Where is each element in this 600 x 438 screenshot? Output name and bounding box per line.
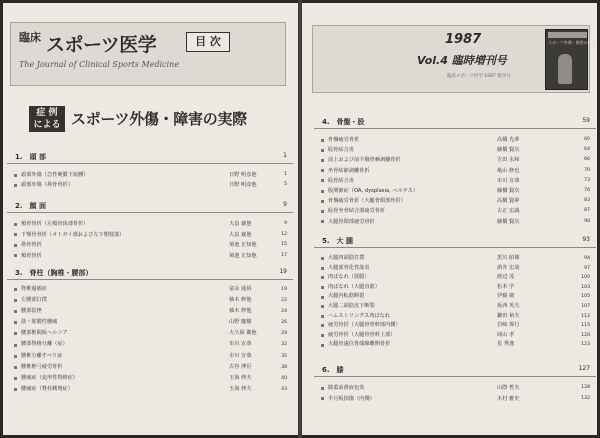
bullet-icon xyxy=(14,244,17,247)
section-title: 3. 脊柱（胸椎・腰部） xyxy=(15,269,93,277)
bullet-icon xyxy=(321,139,324,142)
bullet-icon xyxy=(14,223,17,226)
entry-author: 大久保 衞他 xyxy=(229,330,257,337)
entry-author: 市川 宣恭 xyxy=(497,177,520,184)
entry-title: 恥骨結合炎 xyxy=(328,177,354,184)
entry-title: 肉ばなれ（大腿直筋） xyxy=(328,283,380,290)
entry-page: 17 xyxy=(281,252,287,258)
toc-entry xyxy=(7,328,293,339)
toc-entry xyxy=(7,240,293,251)
entry-author: 鎌田 裕夫 xyxy=(497,312,520,319)
entry-page: 83 xyxy=(584,198,590,204)
entry-title: 膝蓋前滑液包炎 xyxy=(328,385,365,391)
section-page: 9 xyxy=(283,201,287,208)
toc-entry xyxy=(314,394,596,405)
toc-section xyxy=(7,198,293,261)
entry-author: 岡山 孝 xyxy=(497,331,515,338)
section-heading xyxy=(7,198,293,213)
section-title: 6. 膝 xyxy=(322,366,344,374)
issue-note: 臨床スポーツ医学 1987 増刊号 xyxy=(447,74,511,79)
journal-header xyxy=(10,22,286,86)
entry-author: 日野 明彦他 xyxy=(229,172,257,178)
entry-author: 山野 慶樹 xyxy=(229,319,252,326)
entry-page: 22 xyxy=(281,298,287,304)
bullet-icon xyxy=(14,233,17,236)
toc-entry xyxy=(7,373,293,384)
entry-author: 玉海 伸夫 xyxy=(229,374,252,381)
bullet-icon xyxy=(321,315,324,318)
feature-banner xyxy=(29,106,293,132)
bullet-icon xyxy=(321,344,324,347)
toc-entry xyxy=(7,251,293,262)
entry-list xyxy=(314,248,596,350)
entry-author: 亀山 修也 xyxy=(497,167,520,174)
entry-title: 筋・筋膜性腰痛 xyxy=(21,319,58,326)
entry-page: 115 xyxy=(581,323,590,329)
toc-entry xyxy=(314,186,596,196)
bullet-icon xyxy=(321,286,324,289)
entry-title: 腰椎分離すべり症 xyxy=(21,352,63,359)
entry-author: 大畠 襄他 xyxy=(229,221,252,227)
bullet-icon xyxy=(14,377,17,380)
entry-author: 古谷 博臣 xyxy=(229,363,252,370)
section-title: 5. 大 腿 xyxy=(322,237,353,245)
toc-entry xyxy=(7,295,293,306)
entry-page: 97 xyxy=(584,265,590,271)
bullet-icon xyxy=(14,366,17,369)
entry-title: 腰部捻挫 xyxy=(21,308,42,315)
entry-page: 40 xyxy=(281,375,287,381)
entry-page: 100 xyxy=(581,275,590,281)
entry-page: 19 xyxy=(281,287,287,292)
right-page xyxy=(302,3,597,435)
entry-author: 黒川 昭雄 xyxy=(497,255,520,261)
entry-author: 山際 哲夫 xyxy=(497,385,520,391)
bullet-icon xyxy=(14,174,17,177)
entry-page: 105 xyxy=(581,294,590,300)
entry-author: 酒井 宏哉 xyxy=(497,264,520,271)
toc-entry xyxy=(314,321,596,331)
entry-author: 星 秀逸 xyxy=(497,341,515,348)
entry-page: 32 xyxy=(281,342,287,348)
bullet-icon xyxy=(14,388,17,391)
entry-title: 腰部椎間板ヘルニア xyxy=(21,330,68,337)
entry-page: 1 xyxy=(284,172,287,177)
entry-author: 藤橋 賢次 xyxy=(497,218,520,225)
toc-entry xyxy=(7,306,293,317)
bullet-icon xyxy=(321,324,324,327)
feature-tag-line2: による xyxy=(33,120,61,130)
section-heading xyxy=(314,114,596,129)
toc-entry xyxy=(314,331,596,341)
entry-page: 94 xyxy=(584,256,590,261)
toc-entry xyxy=(314,196,596,206)
entry-title: 肉ばなれ（筋膜） xyxy=(328,274,370,281)
entry-author: 富永 通裕 xyxy=(229,286,252,292)
journal-title: スポーツ医学 xyxy=(46,34,157,56)
entry-author: 坂西 英夫 xyxy=(497,302,520,309)
entry-page: 15 xyxy=(281,242,287,247)
bullet-icon xyxy=(321,159,324,162)
entry-title: 下顎骨骨折（オトガイ部および左下顎枝部） xyxy=(21,231,125,238)
entry-title: 股関節症（OA, dysplasia, ペルテス） xyxy=(328,187,419,194)
entry-title: 頬骨骨折（左頬骨体部骨折） xyxy=(21,221,89,227)
toc-entry xyxy=(314,383,596,394)
bullet-icon xyxy=(14,332,17,335)
toc-entry xyxy=(7,219,293,230)
entry-title: 骨盤疲労骨折 xyxy=(328,137,360,143)
toc-entry xyxy=(314,166,596,176)
entry-page: 60 xyxy=(584,137,590,142)
volume-number: Vol.4 xyxy=(417,54,448,67)
entry-author: 菊池 正知他 xyxy=(229,242,257,248)
toc-entry xyxy=(314,254,596,264)
entry-author: 渡辺 茂 xyxy=(497,274,515,281)
section-title: 4. 骨盤・股 xyxy=(322,118,365,126)
entry-page: 24 xyxy=(281,309,287,315)
entry-title: 骨盤疲労骨折（大腿骨頸部骨折） xyxy=(328,198,406,205)
toc-entry xyxy=(7,180,293,190)
feature-tag-line1: 症 例 xyxy=(36,108,58,118)
toc-entry xyxy=(314,264,596,274)
issue-type: 臨時増刊号 xyxy=(451,54,507,67)
entry-page: 132 xyxy=(581,395,590,401)
entry-author: 藤橋 賢次 xyxy=(497,147,520,154)
entry-list xyxy=(7,280,293,395)
cover-thumbnail xyxy=(545,29,596,90)
entry-page: 120 xyxy=(581,332,590,338)
entry-title: 腰椎椎弓疲労骨折 xyxy=(21,363,63,370)
toc-entry xyxy=(314,283,596,293)
section-page: 59 xyxy=(582,117,590,124)
entry-page: 38 xyxy=(281,364,287,370)
section-page: 93 xyxy=(582,236,590,243)
entry-page: 29 xyxy=(281,331,287,337)
entry-title: ハムストリングス肉ばなれ xyxy=(328,312,391,319)
entry-title: 恥骨坐骨結合部疲労骨折 xyxy=(328,208,386,215)
entry-author: 市川 宣恭 xyxy=(229,341,252,348)
bullet-icon xyxy=(321,200,324,203)
entry-author: 吉田 永和 xyxy=(497,157,520,164)
entry-title: 頬骨骨折 xyxy=(21,252,42,259)
bullet-icon xyxy=(321,305,324,308)
entry-title: 鼻骨骨折 xyxy=(21,242,42,248)
entry-title: 腰痛症（脊柱側彎症） xyxy=(21,385,73,392)
toc-entry xyxy=(7,362,293,373)
entry-page: 76 xyxy=(584,187,590,193)
entry-author: 古正 宏誠 xyxy=(497,208,520,215)
feature-title: スポーツ外傷・障害の実際 xyxy=(71,110,247,128)
entry-author: 柚木 修他 xyxy=(229,297,252,304)
section-page: 127 xyxy=(578,365,590,372)
entry-page: 107 xyxy=(581,303,590,309)
entry-author: 大畠 襄他 xyxy=(229,231,252,238)
section-heading xyxy=(314,233,596,248)
bullet-icon xyxy=(14,310,17,313)
bullet-icon xyxy=(14,355,17,358)
section-title: 2. 顔 面 xyxy=(15,202,46,210)
section-page: 19 xyxy=(279,268,287,275)
toc-entry xyxy=(7,230,293,241)
entry-title: 腰部脊椎分離（症） xyxy=(21,341,68,348)
bullet-icon xyxy=(321,257,324,260)
entry-author: 松本 学 xyxy=(497,283,515,290)
entry-title: 大腿骨頸部疲労骨折 xyxy=(328,218,375,225)
entry-page: 5 xyxy=(284,182,287,187)
bullet-icon xyxy=(321,210,324,213)
bullet-icon xyxy=(14,299,17,302)
issue-volume xyxy=(417,52,507,68)
bullet-icon xyxy=(321,397,324,400)
entry-page: 26 xyxy=(281,320,287,326)
toc-entry xyxy=(7,317,293,328)
entry-author: 木村 雅史 xyxy=(497,395,520,402)
cover-title: スポーツ外傷・障害の実際 xyxy=(548,40,596,45)
entry-page: 123 xyxy=(581,342,590,348)
entry-title: 大腿四頭筋打撲 xyxy=(328,255,365,261)
entry-author: 高橋 先夢 xyxy=(497,137,520,143)
toc-entry xyxy=(7,170,293,180)
entry-title: 坐骨結節剥離骨折 xyxy=(328,167,370,174)
toc-entry xyxy=(7,351,293,362)
entry-title: 疲労骨折（大腿骨骨幹部内側） xyxy=(328,322,401,329)
toc-entry xyxy=(7,339,293,350)
entry-author: 柚木 修他 xyxy=(229,308,252,315)
bullet-icon xyxy=(321,334,324,337)
bullet-icon xyxy=(14,288,17,291)
section-heading xyxy=(314,362,596,377)
toc-section xyxy=(314,233,596,350)
entry-page: 73 xyxy=(584,177,590,183)
toc-entry xyxy=(314,292,596,302)
entry-list xyxy=(314,129,596,227)
toc-entry xyxy=(314,135,596,145)
entry-author: 伊藤 廣 xyxy=(497,293,515,300)
entry-title: 左腰部打撲 xyxy=(21,297,47,304)
bullet-icon xyxy=(321,190,324,193)
athlete-figure xyxy=(558,54,572,84)
entry-page: 66 xyxy=(584,157,590,163)
entry-title: 脊椎過敏症 xyxy=(21,286,47,292)
bullet-icon xyxy=(321,179,324,182)
toc-label: 目 次 xyxy=(186,32,230,52)
entry-page: 70 xyxy=(584,167,590,173)
entry-page: 103 xyxy=(581,284,590,290)
toc-entry xyxy=(314,302,596,312)
toc-entry xyxy=(314,176,596,186)
toc-entry xyxy=(7,384,293,395)
cover-band xyxy=(548,32,587,38)
entry-title: 大腿内転筋断裂 xyxy=(328,293,365,300)
entry-title: 頭部外傷（鼻骨骨折） xyxy=(21,182,73,188)
entry-author: 菊池 正知他 xyxy=(229,252,257,259)
bullet-icon xyxy=(14,184,17,187)
section-title: 1. 頭 部 xyxy=(15,153,46,161)
toc-entry xyxy=(314,206,596,216)
entry-title: 半月板損傷（内側） xyxy=(328,395,375,402)
feature-tag xyxy=(29,106,65,132)
section-heading xyxy=(7,265,293,280)
issue-year: 1987 xyxy=(445,32,482,47)
entry-page: 128 xyxy=(581,385,590,390)
toc-entry xyxy=(314,145,596,155)
bullet-icon xyxy=(14,254,17,257)
section-page: 1 xyxy=(283,152,287,159)
issue-header xyxy=(312,25,596,93)
toc-entry xyxy=(314,312,596,322)
entry-title: 疲労骨折（大腿骨骨幹上部） xyxy=(328,331,396,338)
toc-section xyxy=(7,149,293,190)
toc-section xyxy=(7,265,293,395)
entry-title: 腰痛症（変形性脊椎症） xyxy=(21,374,79,381)
toc-entry xyxy=(314,273,596,283)
bullet-icon xyxy=(321,296,324,299)
entry-title: 恥骨結合炎 xyxy=(328,147,354,154)
entry-list xyxy=(7,213,293,261)
entry-page: 9 xyxy=(284,221,287,226)
entry-author: 市川 宣恭 xyxy=(229,352,252,359)
bullet-icon xyxy=(321,169,324,172)
left-page xyxy=(3,3,298,435)
entry-title: 前上および前下腸骨棘剥離骨折 xyxy=(328,157,401,164)
entry-author: 藤橋 賢次 xyxy=(497,187,520,194)
entry-author: 玉海 伸夫 xyxy=(229,385,252,392)
journal-subtitle: The Journal of Clinical Sports Medicine xyxy=(19,60,180,69)
section-heading xyxy=(7,149,293,164)
entry-author: 高橋 賢夢 xyxy=(497,198,520,205)
journal-mark: 臨床 xyxy=(19,31,41,44)
toc-entry xyxy=(314,155,596,165)
toc-entry xyxy=(314,217,596,227)
toc-entry xyxy=(314,340,596,350)
bullet-icon xyxy=(14,344,17,347)
entry-page: 35 xyxy=(281,353,287,359)
entry-author: 日野 明彦他 xyxy=(229,182,257,188)
toc-entry xyxy=(7,284,293,295)
bullet-icon xyxy=(321,276,324,279)
bullet-icon xyxy=(321,220,324,223)
entry-list xyxy=(314,377,596,404)
toc-section xyxy=(314,114,596,227)
entry-page: 43 xyxy=(281,386,287,392)
bullet-icon xyxy=(321,387,324,390)
bullet-icon xyxy=(321,149,324,152)
entry-list xyxy=(7,164,293,190)
entry-title: 大腿骨遠位骨端線離開骨折 xyxy=(328,341,391,348)
entry-page: 90 xyxy=(584,218,590,224)
entry-page: 64 xyxy=(584,147,590,153)
entry-page: 12 xyxy=(281,231,287,237)
entry-title: 頭部外傷（急性硬膜下血腫） xyxy=(21,172,89,178)
entry-author: 岩崎 偉行 xyxy=(497,322,520,329)
entry-title: 大腿部骨化性筋炎 xyxy=(328,264,370,271)
toc-section xyxy=(314,362,596,404)
entry-page: 112 xyxy=(581,313,590,319)
bullet-icon xyxy=(14,321,17,324)
bullet-icon xyxy=(321,267,324,270)
entry-page: 87 xyxy=(584,208,590,214)
entry-title: 大腿二頭筋皮下断裂 xyxy=(328,302,375,309)
